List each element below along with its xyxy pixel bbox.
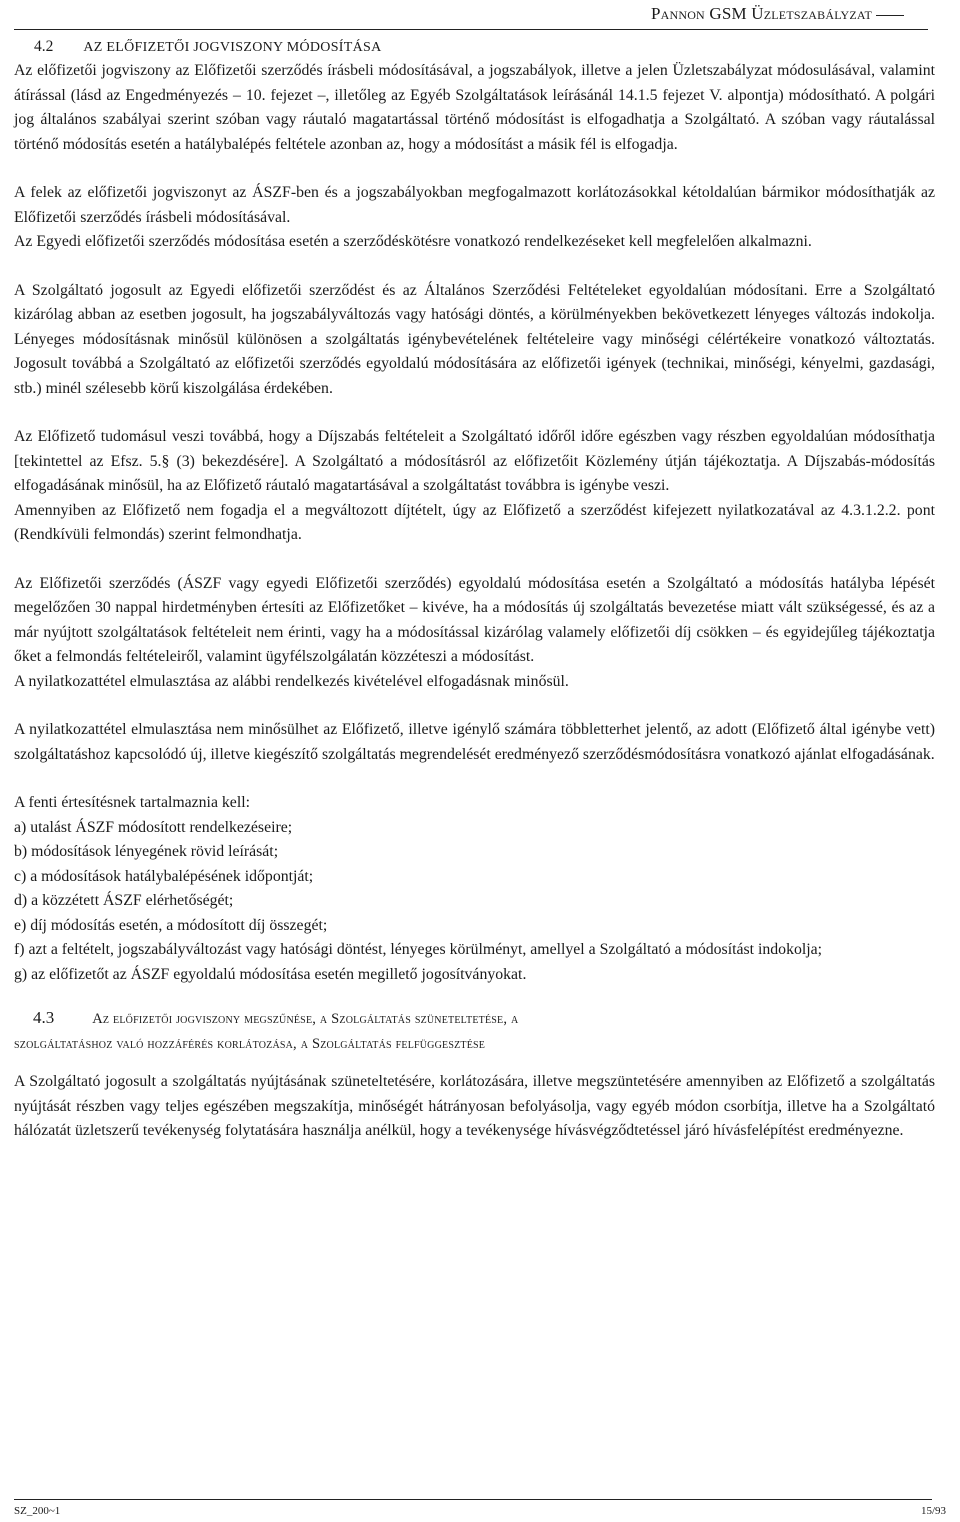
- running-header: [651, 4, 904, 24]
- list-item: g) az előfizetőt az ÁSZF egyoldalú módosítása esetén megillető jogosítványokat.: [14, 965, 527, 983]
- footer-doc-id: SZ_200~1: [14, 1505, 61, 1517]
- paragraph: A nyilatkozattétel elmulasztása az alábbi rendelkezés kivételével elfogadásnak minősül.: [14, 672, 569, 690]
- section-heading-4-3: [14, 1005, 935, 1056]
- paragraph: Az előfizetői jogviszony az Előfizetői szerződés írásbeli módosításával, a jogszabályok, illetve a jelen Üzletszabályzat módosulásával, valamint átírással (lásd az Engedményezés – 10. fejezet –, illetőleg az Egyéb Szolgáltatások leírásánál 14.1.5 fejezet V. alpontja) módosítható. A polgári jog általános szabályai szerint szóban vagy ráutaló magatartással történő módosítást is elfogadhatja a Szolgáltató. A szóban vagy ráutalással történő módosítás esetén a hatálybalépés feltétele azonban az, hogy a módosítást a másik fél is elfogadja.: [14, 62, 935, 153]
- notice-requirements-list: [14, 816, 935, 988]
- paragraph: Az Előfizetői szerződés (ÁSZF vagy egyedi Előfizetői szerződés) egyoldalú módosítása esetén a Szolgáltató a módosítás hatályba lépését megelőzően 30 nappal hirdetményben értesíti az Előfizetőket – kivéve, ha a módosítás új szolgáltatás bevezetése miatt vált szükségessé, és az a már nyújtott szolgáltatások feltételeit nem érinti, vagy ha a módosítással kizárólag valamely előfizetői díj csökken – és egyidejűleg tájékoztatja őket a felmondás feltételeiről, valamint ügyfélszolgálatán közzéteszi a módosítást.: [14, 574, 935, 665]
- list-item: e) díj módosítás esetén, a módosított díj összegét;: [14, 916, 328, 934]
- section-heading-4-2: [34, 36, 935, 59]
- header-dash: [876, 15, 904, 16]
- paragraph: A fenti értesítésnek tartalmaznia kell:: [14, 794, 250, 811]
- list-item: b) módosítások lényegének rövid leírását;: [14, 843, 279, 860]
- section-number: 4.3: [33, 1008, 55, 1027]
- footer-rule: [14, 1499, 932, 1500]
- list-item: f) azt a feltételt, jogszabályváltozást vagy hatósági döntést, lényeges körülményt, amellyel a Szolgáltató a módosítást indokolja;: [14, 941, 823, 958]
- paragraph: Az Előfizető tudomásul veszi továbbá, hogy a Díjszabás feltételeit a Szolgáltató időről időre egészben vagy részben egyoldalúan módosíthatja [tekintettel az Efsz. 5.§ (3) bekezdésére]. A Szolgáltató a módosításról az előfizetőit Közlemény útján tájékoztatja. A Díjszabás-módosítás elfogadásának minősül, ha az Előfizető ráutaló magatartásával a szolgáltatást továbbra is igénybe veszi.: [14, 428, 935, 494]
- section-title: AZ ELŐFIZETŐI JOGVISZONY MÓDOSÍTÁSA: [83, 40, 382, 55]
- paragraph: A felek az előfizetői jogviszonyt az ÁSZF-ben és a jogszabályokban megfogalmazott korlátozásokkal kétoldalúan bármikor módosíthatják az Előfizetői szerződés írásbeli módosításával.: [14, 184, 935, 226]
- section-title-line1: Az előfizetői jogviszony megszűnése, a Szolgáltatás szüneteltetése, a: [92, 1011, 519, 1027]
- paragraph: Az Egyedi előfizetői szerződés módosítása esetén a szerződéskötésre vonatkozó rendelkezéseket kell megfelelően alkalmazni.: [14, 233, 812, 250]
- paragraph: A Szolgáltató jogosult az Egyedi előfizetői szerződést és az Általános Szerződési Feltételeket egyoldalúan módosítani. Erre a Szolgáltató kizárólag abban az esetben jogosult, ha jogszabályváltozás vagy hatósági döntés, a körülményekben bekövetkezett lényeges változás indokolja. Lényeges módosításnak minősül különösen a szolgáltatás igénybevételének feltételeire vagy minőségi célértékeire vonatkozó változtatás. Jogosult továbbá a Szolgáltató az előfizetői szerződés egyoldalú módosítására az előfizetői igények (technikai, minőségi, kényelmi, gazdasági, stb.) minél szélesebb körű kiszolgálása érdekében.: [14, 281, 935, 397]
- page-body: [14, 36, 935, 1144]
- section-title-line2: szolgáltatáshoz való hozzáférés korlátozása, a Szolgáltatás felfüggesztése: [14, 1036, 486, 1052]
- paragraph: A Szolgáltató jogosult a szolgáltatás nyújtásának szüneteltetésére, korlátozására, illetve megszüntetésére amennyiben az Előfizető a szolgáltatás nyújtását részben vagy teljes egészében megszakítja, minőségét hátrányosan befolyásolja, vagy egyéb módon csorbítja, illetve ha a Szolgáltató hálózatát üzletszerű tevékenység folytatására használja anélkül, hogy a tevékenysége hívásvégződtetéssel járó hívásfelépítést eredményezne.: [14, 1073, 935, 1139]
- list-item: a) utalást ÁSZF módosított rendelkezéseire;: [14, 818, 293, 836]
- header-rule: [14, 29, 928, 30]
- header-title: Pannon GSM Üzletszabályzat: [650, 4, 872, 23]
- paragraph: A nyilatkozattétel elmulasztása nem minősülhet az Előfizető, illetve igénylő számára többletterhet jelentő, az adott (Előfizető által igénybe vett) szolgáltatáshoz kapcsolódó új, illetve kiegészítő szolgáltatás megrendelését eredményező szerződésmódosításra vonatkozó ajánlat elfogadásának.: [14, 721, 935, 763]
- list-item: c) a módosítások hatálybalépésének időpontját;: [14, 867, 314, 885]
- paragraph: Amennyiben az Előfizető nem fogadja el a megváltozott díjtételt, úgy az Előfizető a szerződést kifejezett nyilatkozatával az 4.3.1.2.2. pont (Rendkívüli felmondás) szerint felmondhatja.: [14, 501, 935, 543]
- section-number: 4.2: [34, 38, 54, 55]
- page-number: 15/93: [920, 1505, 946, 1517]
- list-item: d) a közzétett ÁSZF elérhetőségét;: [14, 892, 234, 909]
